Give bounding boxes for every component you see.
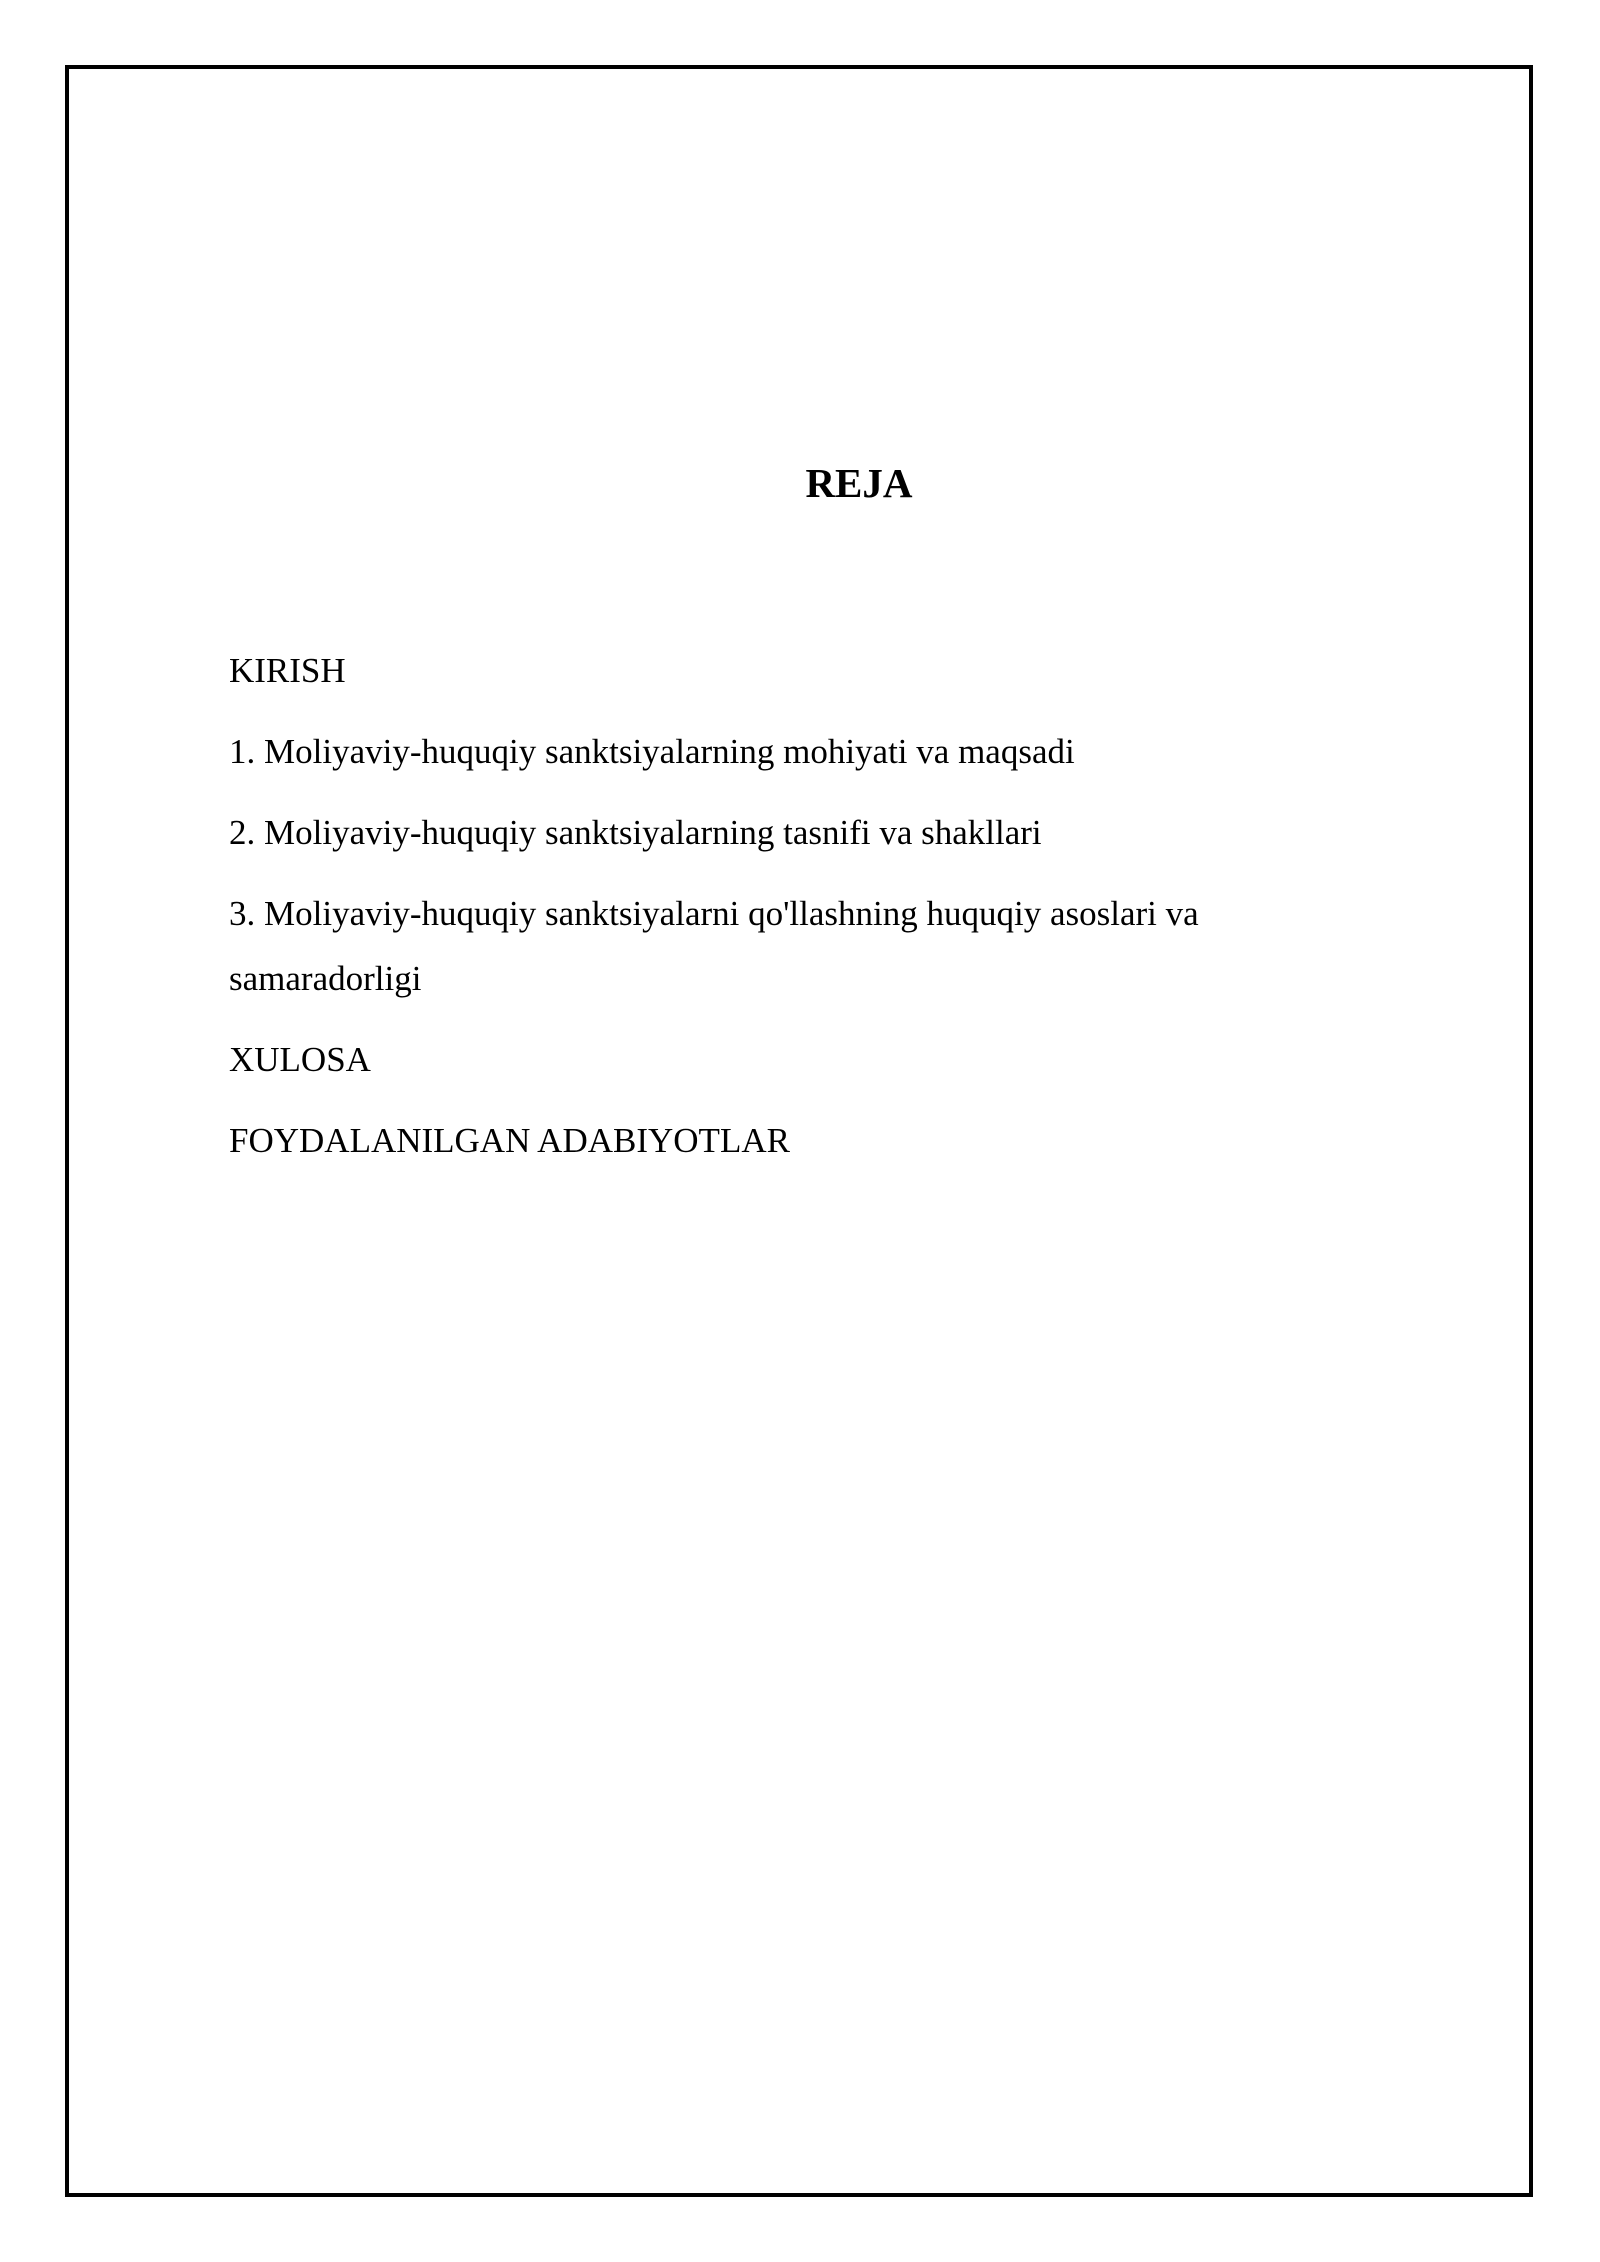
toc-item-chapter-1: 1. Moliyaviy-huquqiy sanktsiyalarning mohiyati va maqsadi [229, 732, 1075, 771]
toc-item-conclusion: XULOSA [229, 1040, 371, 1079]
table-of-contents [229, 638, 1349, 1189]
toc-item-chapter-2: 2. Moliyaviy-huquqiy sanktsiyalarning tasnifi va shakllari [229, 813, 1042, 852]
page-title: REJA [805, 460, 913, 506]
toc-item-introduction: KIRISH [229, 651, 346, 690]
toc-item-chapter-3: 3. Moliyaviy-huquqiy sanktsiyalarni qo'llashning huquqiy asoslari va samaradorligi [229, 894, 1199, 998]
toc-item-references: FOYDALANILGAN ADABIYOTLAR [229, 1121, 790, 1160]
